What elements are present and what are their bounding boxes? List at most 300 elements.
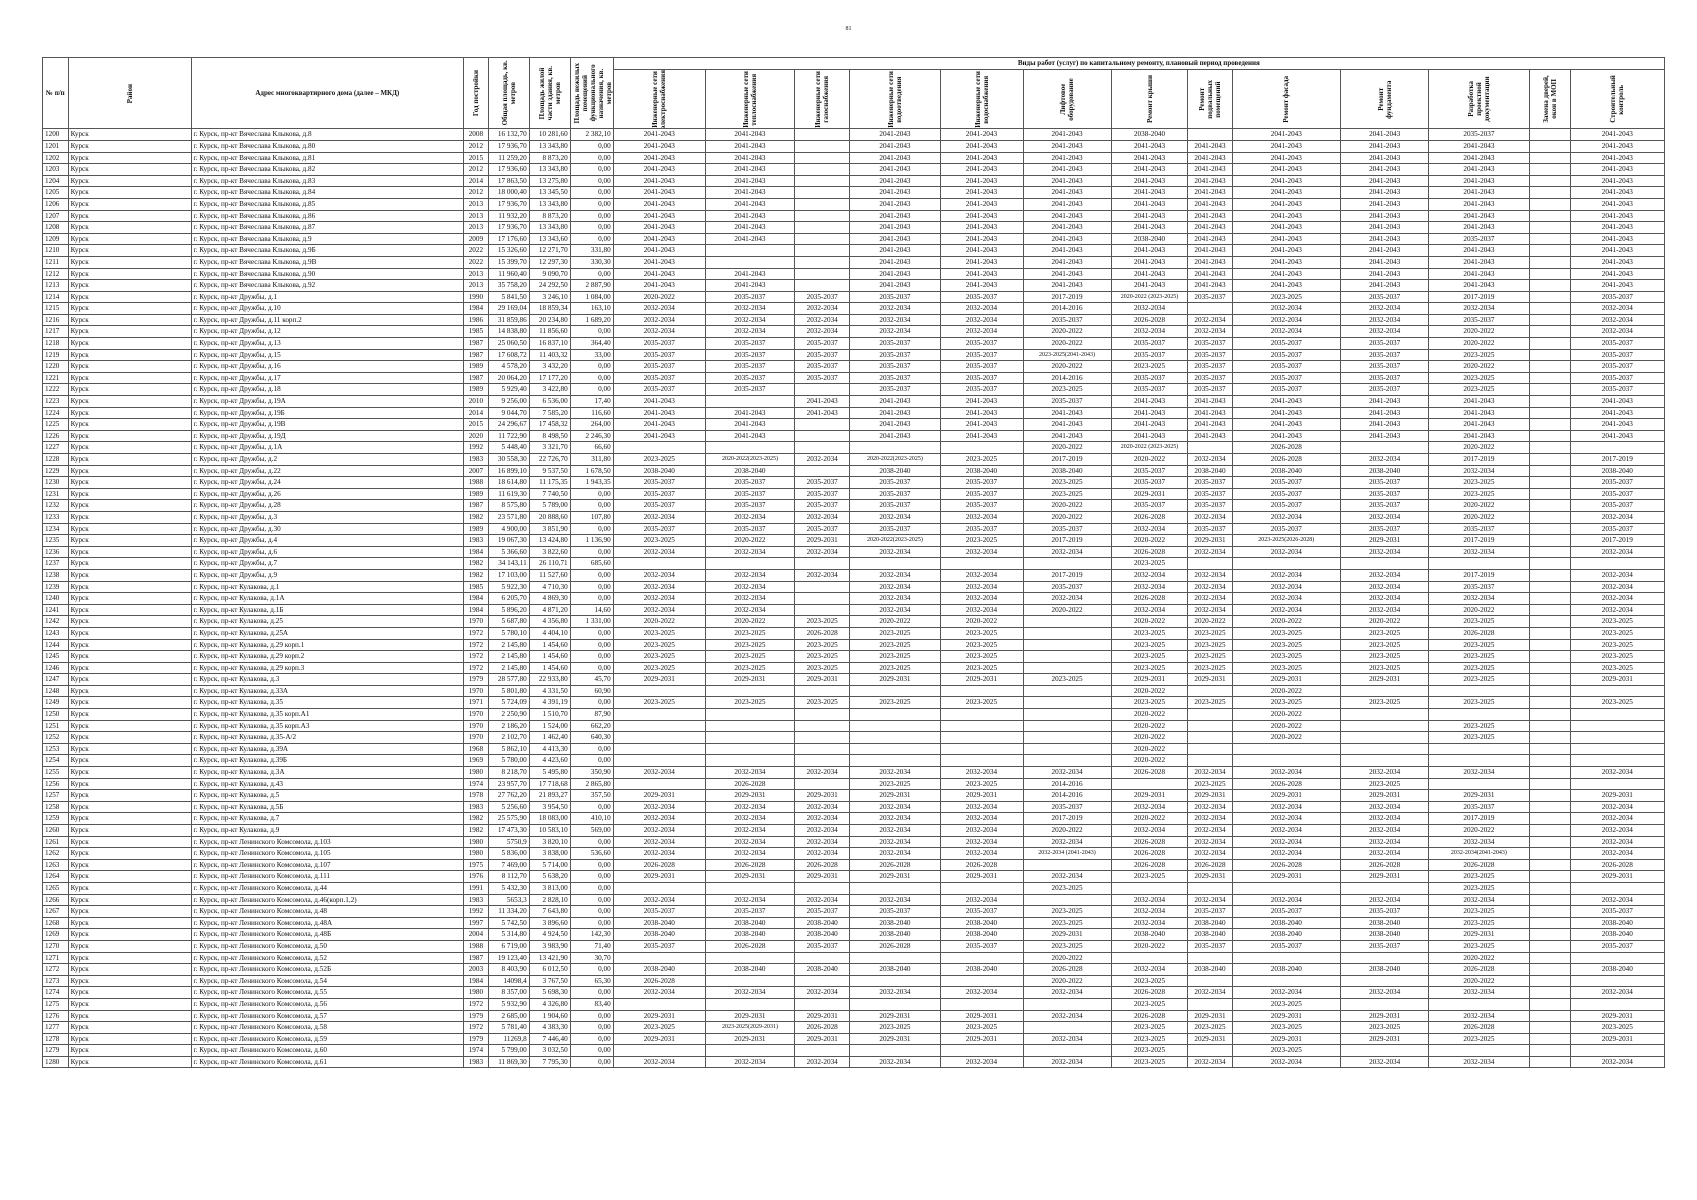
cell-district: Курск (68, 639, 191, 651)
cell-work-period: 2041-2043 (1188, 198, 1232, 210)
col-district-header: Район (68, 58, 191, 129)
cell-address: г. Курск, пр-кт Дружбы, д.30 (191, 523, 464, 535)
cell-work-period: 2038-2040 (940, 917, 1023, 929)
cell-district: Курск (68, 1022, 191, 1034)
cell-nonres-area: 107,80 (570, 511, 613, 523)
cell-work-period (1529, 326, 1570, 338)
cell-work-period: 2041-2043 (1188, 187, 1232, 199)
cell-work-period: 2032-2034 (1341, 1056, 1429, 1068)
cell-district: Курск (68, 1010, 191, 1022)
cell-work-period: 2029-2031 (1570, 674, 1664, 686)
cell-work-period: 2041-2043 (1232, 256, 1341, 268)
cell-address: г. Курск, пр-кт Кулакова, д.1 (191, 581, 464, 593)
cell-work-period (1188, 998, 1232, 1010)
cell-work-period (795, 685, 850, 697)
cell-total-area: 2 186,20 (488, 720, 529, 732)
cell-work-period: 2032-2034 (940, 314, 1023, 326)
cell-work-period: 2032-2034 (850, 303, 940, 315)
table-row (43, 384, 1665, 396)
cell-year: 1992 (464, 442, 489, 454)
cell-district: Курск (68, 326, 191, 338)
cell-work-period (1529, 198, 1570, 210)
cell-work-period: 2032-2034 (613, 546, 705, 558)
cell-work-period: 2023-2025 (1023, 917, 1111, 929)
cell-work-period: 2041-2043 (940, 129, 1023, 141)
cell-nonres-area: 45,70 (570, 674, 613, 686)
cell-work-period: 2020-2022 (1111, 732, 1188, 744)
cell-work-period (705, 558, 794, 570)
cell-work-period: 2041-2043 (1570, 187, 1664, 199)
cell-work-period: 2026-2028 (1429, 859, 1529, 871)
table-row (43, 187, 1665, 199)
table-row (43, 998, 1665, 1010)
cell-living-area: 1 454,60 (529, 639, 570, 651)
cell-year: 1982 (464, 813, 489, 825)
cell-year: 1970 (464, 732, 489, 744)
cell-work-period: 2029-2031 (705, 1010, 794, 1022)
cell-living-area: 7 643,80 (529, 906, 570, 918)
cell-work-period (795, 129, 850, 141)
cell-work-period: 2032-2034 (1341, 314, 1429, 326)
cell-total-area: 5 687,80 (488, 616, 529, 628)
cell-work-period: 2026-2028 (1111, 314, 1188, 326)
cell-work-period: 2032-2034 (1023, 1010, 1111, 1022)
cell-work-period: 2017-2019 (1429, 535, 1529, 547)
cell-work-period (1529, 187, 1570, 199)
cell-work-period: 2032-2034 (795, 825, 850, 837)
cell-living-area: 13 343,80 (529, 222, 570, 234)
cell-work-period (1188, 1045, 1232, 1057)
cell-nonres-area: 0,00 (570, 1056, 613, 1068)
cell-work-period: 2023-2025 (1429, 488, 1529, 500)
cell-work-period: 2041-2043 (1111, 140, 1188, 152)
cell-work-period: 2026-2028 (795, 627, 850, 639)
cell-address: г. Курск, пр-кт Вячеслава Клыкова, д.9 (191, 233, 464, 245)
cell-district: Курск (68, 280, 191, 292)
cell-work-period: 2041-2043 (1570, 164, 1664, 176)
cell-work-period: 2041-2043 (1188, 396, 1232, 408)
cell-work-period (1570, 558, 1664, 570)
table-row (43, 720, 1665, 732)
cell-year: 2008 (464, 129, 489, 141)
table-row (43, 338, 1665, 350)
cell-living-area: 4 391,19 (529, 697, 570, 709)
cell-nonres-area: 0,00 (570, 917, 613, 929)
cell-work-period: 2026-2028 (795, 859, 850, 871)
cell-district: Курск (68, 372, 191, 384)
cell-living-area: 5 638,20 (529, 871, 570, 883)
cell-work-period: 2035-2037 (940, 477, 1023, 489)
cell-address: г. Курск, пр-кт Вячеслава Клыкова, д.86 (191, 210, 464, 222)
cell-work-period (1023, 685, 1111, 697)
cell-year: 2014 (464, 407, 489, 419)
cell-work-period: 2032-2034 (705, 303, 794, 315)
cell-work-period: 2026-2028 (705, 778, 794, 790)
cell-work-period: 2035-2037 (613, 500, 705, 512)
cell-living-area: 17 177,20 (529, 372, 570, 384)
cell-work-period: 2023-2025 (1023, 488, 1111, 500)
cell-district: Курск (68, 616, 191, 628)
cell-work-period: 2023-2025 (1188, 1022, 1232, 1034)
cell-work-period (1529, 709, 1570, 721)
cell-total-area: 11 334,20 (488, 906, 529, 918)
cell-work-period: 2023-2025 (1570, 616, 1664, 628)
cell-total-area: 8 112,70 (488, 871, 529, 883)
cell-work-period: 2032-2034 (1232, 1056, 1341, 1068)
cell-work-period: 2041-2043 (1111, 419, 1188, 431)
cell-nonres-area: 1 084,00 (570, 291, 613, 303)
cell-work-period (940, 558, 1023, 570)
cell-year: 1984 (464, 593, 489, 605)
cell-district: Курск (68, 407, 191, 419)
cell-work-period (940, 998, 1023, 1010)
cell-work-period: 2035-2037 (1111, 384, 1188, 396)
cell-num: 1245 (43, 651, 69, 663)
cell-work-period (940, 720, 1023, 732)
cell-work-period: 2032-2034 (613, 767, 705, 779)
cell-work-period: 2032-2034 (1232, 813, 1341, 825)
cell-work-period: 2041-2043 (1341, 396, 1429, 408)
cell-work-period: 2020-2022 (1111, 709, 1188, 721)
cell-work-period: 2035-2037 (795, 940, 850, 952)
cell-district: Курск (68, 384, 191, 396)
cell-address: г. Курск, пр-кт Дружбы, д.13 (191, 338, 464, 350)
cell-work-period: 2020-2022 (1111, 755, 1188, 767)
cell-work-period: 2023-2025 (1429, 349, 1529, 361)
cell-year: 1982 (464, 569, 489, 581)
cell-work-period: 2041-2043 (1429, 164, 1529, 176)
cell-year: 1992 (464, 906, 489, 918)
cell-num: 1278 (43, 1033, 69, 1045)
cell-work-period (1529, 604, 1570, 616)
cell-work-period: 2035-2037 (1570, 384, 1664, 396)
cell-work-period: 2032-2034 (1429, 1010, 1529, 1022)
cell-living-area: 13 343,80 (529, 140, 570, 152)
cell-work-period: 2032-2034 (1188, 836, 1232, 848)
cell-work-period: 2020-2022 (1023, 442, 1111, 454)
cell-work-period (1529, 1010, 1570, 1022)
cell-num: 1207 (43, 210, 69, 222)
cell-work-period (1570, 952, 1664, 964)
cell-district: Курск (68, 245, 191, 257)
cell-total-area: 25 575,90 (488, 813, 529, 825)
cell-living-area: 3 954,50 (529, 801, 570, 813)
cell-work-period: 2032-2034 (850, 593, 940, 605)
cell-living-area: 5 698,30 (529, 987, 570, 999)
cell-living-area: 9 090,70 (529, 268, 570, 280)
cell-work-period: 2038-2040 (1570, 465, 1664, 477)
cell-work-period (613, 998, 705, 1010)
cell-total-area: 23 571,80 (488, 511, 529, 523)
cell-year: 1991 (464, 882, 489, 894)
cell-num: 1227 (43, 442, 69, 454)
cell-work-period: 2035-2037 (1188, 384, 1232, 396)
cell-work-period: 2038-2040 (1188, 929, 1232, 941)
cell-work-period: 2041-2043 (940, 280, 1023, 292)
cell-work-period: 2017-2019 (1570, 454, 1664, 466)
cell-work-period (1188, 129, 1232, 141)
cell-work-period: 2041-2043 (940, 245, 1023, 257)
cell-num: 1262 (43, 848, 69, 860)
cell-work-period (1023, 720, 1111, 732)
cell-work-period: 2035-2037 (795, 349, 850, 361)
cell-work-period: 2032-2034 (940, 303, 1023, 315)
col-work-header: Разработка проектной документации (1429, 69, 1529, 129)
cell-work-period: 2032-2034 (1570, 581, 1664, 593)
cell-nonres-area: 0,00 (570, 187, 613, 199)
cell-work-period (1529, 616, 1570, 628)
cell-nonres-area: 0,00 (570, 210, 613, 222)
cell-work-period: 2032-2034 (795, 813, 850, 825)
cell-living-area: 13 343,80 (529, 164, 570, 176)
cell-work-period (1570, 685, 1664, 697)
cell-work-period (1023, 732, 1111, 744)
cell-work-period (795, 604, 850, 616)
cell-work-period (1529, 871, 1570, 883)
cell-year: 1980 (464, 848, 489, 860)
cell-work-period: 2032-2034 (1341, 767, 1429, 779)
cell-nonres-area: 0,00 (570, 175, 613, 187)
cell-work-period: 2029-2031 (795, 1033, 850, 1045)
cell-work-period: 2023-2025 (1570, 639, 1664, 651)
cell-work-period: 2041-2043 (705, 407, 794, 419)
cell-work-period: 2041-2043 (1341, 245, 1429, 257)
cell-work-period: 2041-2043 (940, 268, 1023, 280)
cell-nonres-area: 0,00 (570, 906, 613, 918)
cell-work-period: 2041-2043 (1232, 396, 1341, 408)
cell-work-period (1023, 697, 1111, 709)
cell-work-period: 2032-2034 (705, 813, 794, 825)
cell-work-period: 2023-2025 (1570, 627, 1664, 639)
cell-work-period: 2041-2043 (1188, 430, 1232, 442)
cell-work-period: 2041-2043 (613, 430, 705, 442)
cell-nonres-area: 0,00 (570, 1022, 613, 1034)
cell-work-period: 2038-2040 (1188, 917, 1232, 929)
cell-work-period: 2041-2043 (1341, 233, 1429, 245)
cell-district: Курск (68, 303, 191, 315)
cell-num: 1208 (43, 222, 69, 234)
cell-work-period: 2032-2034 (1232, 987, 1341, 999)
cell-total-area: 2 145,80 (488, 639, 529, 651)
cell-total-area: 6 719,00 (488, 940, 529, 952)
cell-total-area: 17 936,70 (488, 198, 529, 210)
cell-work-period (1529, 569, 1570, 581)
cell-year: 1968 (464, 743, 489, 755)
cell-total-area: 29 169,04 (488, 303, 529, 315)
cell-living-area: 5 714,00 (529, 859, 570, 871)
cell-work-period: 2041-2043 (1429, 198, 1529, 210)
cell-year: 1997 (464, 917, 489, 929)
cell-work-period: 2038-2040 (850, 465, 940, 477)
cell-district: Курск (68, 964, 191, 976)
cell-work-period: 2029-2031 (850, 871, 940, 883)
cell-num: 1202 (43, 152, 69, 164)
cell-work-period: 2035-2037 (1341, 361, 1429, 373)
cell-nonres-area: 66,60 (570, 442, 613, 454)
cell-work-period: 2035-2037 (705, 384, 794, 396)
cell-address: г. Курск, пр-кт Кулакова, д.25А (191, 627, 464, 639)
cell-work-period: 2029-2031 (1111, 790, 1188, 802)
cell-work-period (613, 1045, 705, 1057)
table-row (43, 1056, 1665, 1068)
cell-num: 1252 (43, 732, 69, 744)
cell-work-period (1529, 245, 1570, 257)
cell-work-period: 2038-2040 (705, 465, 794, 477)
cell-work-period: 2032-2034 (850, 604, 940, 616)
cell-work-period: 2023-2025 (1570, 697, 1664, 709)
cell-num: 1215 (43, 303, 69, 315)
cell-year: 2003 (464, 964, 489, 976)
cell-work-period: 2023-2025 (1429, 372, 1529, 384)
cell-work-period: 2041-2043 (1232, 164, 1341, 176)
cell-work-period: 2029-2031 (613, 871, 705, 883)
cell-total-area: 5 799,00 (488, 1045, 529, 1057)
cell-year: 1969 (464, 755, 489, 767)
cell-work-period: 2038-2040 (1341, 929, 1429, 941)
cell-work-period: 2038-2040 (1570, 964, 1664, 976)
cell-work-period: 2035-2037 (940, 500, 1023, 512)
cell-work-period (1111, 778, 1188, 790)
col-work-header: Ремонт крыши (1111, 69, 1188, 129)
cell-work-period: 2032-2034 (940, 767, 1023, 779)
cell-work-period (1188, 975, 1232, 987)
cell-work-period: 2035-2037 (795, 500, 850, 512)
cell-work-period (1570, 755, 1664, 767)
cell-work-period (1529, 917, 1570, 929)
cell-work-period: 2041-2043 (705, 129, 794, 141)
cell-work-period (1188, 303, 1232, 315)
cell-work-period: 2020-2022 (1023, 511, 1111, 523)
table-row (43, 929, 1665, 941)
cell-living-area: 11 527,60 (529, 569, 570, 581)
cell-nonres-area: 0,00 (570, 233, 613, 245)
table-row (43, 198, 1665, 210)
cell-work-period (1529, 500, 1570, 512)
cell-living-area: 1 462,40 (529, 732, 570, 744)
cell-work-period (940, 709, 1023, 721)
cell-work-period: 2032-2034 (1232, 511, 1341, 523)
cell-work-period: 2032-2034 (850, 894, 940, 906)
cell-nonres-area: 0,00 (570, 882, 613, 894)
cell-work-period: 2032-2034 (1232, 848, 1341, 860)
cell-living-area: 3 896,60 (529, 917, 570, 929)
cell-work-period (940, 755, 1023, 767)
cell-work-period (795, 430, 850, 442)
cell-work-period: 2023-2025 (1188, 639, 1232, 651)
cell-work-period: 2035-2037 (1111, 349, 1188, 361)
cell-work-period: 2041-2043 (1341, 419, 1429, 431)
cell-work-period: 2041-2043 (613, 256, 705, 268)
cell-living-area: 7 585,20 (529, 407, 570, 419)
cell-work-period (1529, 291, 1570, 303)
cell-work-period (1529, 523, 1570, 535)
col-work-header: Инженерные сети водоснабжения (940, 69, 1023, 129)
cell-work-period: 2029-2031 (705, 1033, 794, 1045)
cell-year: 1986 (464, 314, 489, 326)
cell-work-period (795, 975, 850, 987)
cell-work-period: 2041-2043 (1429, 396, 1529, 408)
cell-work-period: 2023-2025 (940, 454, 1023, 466)
cell-nonres-area: 33,00 (570, 349, 613, 361)
cell-work-period (850, 975, 940, 987)
cell-num: 1230 (43, 477, 69, 489)
cell-total-area: 28 577,80 (488, 674, 529, 686)
cell-work-period: 2041-2043 (850, 430, 940, 442)
cell-work-period: 2035-2037 (1429, 233, 1529, 245)
cell-work-period: 2035-2037 (613, 523, 705, 535)
cell-work-period: 2035-2037 (1570, 291, 1664, 303)
cell-address: г. Курск, пр-кт Дружбы, д.9 (191, 569, 464, 581)
col-year-header: Год постройки (464, 58, 489, 129)
cell-work-period: 2032-2034 (1188, 813, 1232, 825)
cell-work-period: 2029-2031 (613, 1010, 705, 1022)
table-row (43, 477, 1665, 489)
cell-work-period (1188, 709, 1232, 721)
cell-nonres-area: 0,00 (570, 871, 613, 883)
cell-work-period: 2032-2034 (1232, 767, 1341, 779)
cell-work-period: 2023-2025 (1232, 651, 1341, 663)
cell-district: Курск (68, 187, 191, 199)
cell-work-period: 2035-2037 (1232, 940, 1341, 952)
cell-living-area: 24 292,50 (529, 280, 570, 292)
cell-work-period (940, 975, 1023, 987)
cell-work-period (1529, 396, 1570, 408)
cell-work-period: 2032-2034 (795, 314, 850, 326)
cell-work-period: 2038-2040 (1232, 917, 1341, 929)
cell-address: г. Курск, пр-кт Вячеслава Клыкова, д.92 (191, 280, 464, 292)
cell-work-period: 2029-2031 (1188, 674, 1232, 686)
cell-district: Курск (68, 338, 191, 350)
cell-work-period (1429, 778, 1529, 790)
cell-district: Курск (68, 546, 191, 558)
cell-work-period (850, 720, 940, 732)
cell-year: 1983 (464, 801, 489, 813)
table-row (43, 349, 1665, 361)
cell-work-period: 2035-2037 (1232, 349, 1341, 361)
cell-work-period (1188, 685, 1232, 697)
cell-work-period: 2026-2028 (1429, 1022, 1529, 1034)
cell-work-period: 2041-2043 (1023, 152, 1111, 164)
cell-district: Курск (68, 164, 191, 176)
cell-work-period (1188, 732, 1232, 744)
cell-num: 1239 (43, 581, 69, 593)
cell-address: г. Курск, пр-кт Кулакова, д.43 (191, 778, 464, 790)
cell-work-period: 2032-2034 (850, 987, 940, 999)
cell-work-period: 2023-2025 (1111, 998, 1188, 1010)
cell-work-period: 2029-2031 (613, 1033, 705, 1045)
cell-work-period: 2032-2034 (1111, 917, 1188, 929)
cell-work-period: 2041-2043 (850, 419, 940, 431)
cell-work-period: 2032-2034 (1111, 825, 1188, 837)
cell-year: 1980 (464, 836, 489, 848)
cell-work-period: 2041-2043 (1188, 210, 1232, 222)
table-row (43, 1033, 1665, 1045)
table-row (43, 233, 1665, 245)
cell-nonres-area: 311,80 (570, 454, 613, 466)
cell-total-area: 2 145,80 (488, 651, 529, 663)
cell-work-period: 2023-2025 (940, 697, 1023, 709)
cell-work-period (1341, 998, 1429, 1010)
cell-nonres-area: 0,00 (570, 581, 613, 593)
cell-work-period: 2041-2043 (850, 268, 940, 280)
cell-work-period: 2020-2022 (1023, 338, 1111, 350)
cell-work-period: 2026-2028 (1111, 767, 1188, 779)
cell-year: 1980 (464, 767, 489, 779)
cell-address: г. Курск, пр-кт Ленинского Комсомола, д.46(корп.1,2) (191, 894, 464, 906)
cell-work-period: 2023-2025 (1429, 917, 1529, 929)
table-row (43, 709, 1665, 721)
cell-work-period: 2032-2034 (1429, 593, 1529, 605)
